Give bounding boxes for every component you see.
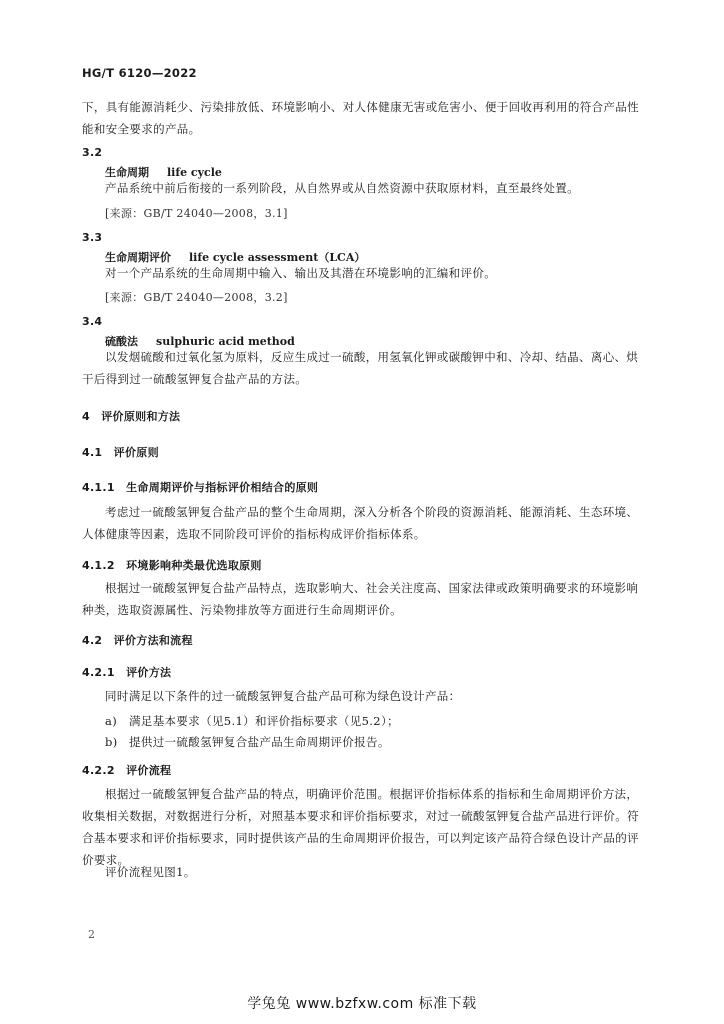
clause-3-2-number: 3.2 bbox=[82, 146, 103, 159]
clause-3-3-definition: 对一个产品系统的生命周期中输入、输出及其潜在环境影响的汇编和评价。 bbox=[105, 266, 497, 280]
section-4-title: 4 评价原则和方法 bbox=[82, 410, 181, 423]
list-item-b bbox=[105, 734, 390, 750]
footer-watermark: 学兔兔 www.bzfxw.com 标准下载 bbox=[247, 996, 477, 1012]
list-text: 满足基本要求（见5.1）和评价指标要求（见5.2）； bbox=[129, 714, 399, 728]
clause-3-3-source: [来源：GB/T 24040—2008，3.2] bbox=[105, 291, 288, 304]
clause-3-4-definition: 以发烟硫酸和过氧化氢为原料，反应生成过一硫酸，用氢氧化钾或碳酸钾中和、冷却、结晶、离心、烘干后得到过一硫酸氢钾复合盐产品的方法。 bbox=[82, 350, 639, 386]
section-4-2-2-figure-ref: 评价流程见图1。 bbox=[105, 865, 196, 879]
intro-paragraph: 下，具有能源消耗少、污染排放低、环境影响小、对人体健康无害或危害小、便于回收再利用的符合产品性能和安全要求的产品。 bbox=[82, 100, 639, 136]
section-4-2-2-body: 根据过一硫酸氢钾复合盐产品的特点，明确评价范围。根据评价指标体系的指标和生命周期评价方法，收集相关数据，对数据进行分析，对照基本要求和评价指标要求，对过一硫酸氢钾复合盐产品进行评价。符合基本要求和评价指标要求，同时提供该产品的生命周期评价报告，可以判定该产品符合绿色设计产品的评价要求。 bbox=[82, 787, 639, 867]
list-marker: b) bbox=[105, 735, 118, 749]
term-cn: 生命周期 bbox=[105, 166, 149, 179]
list-item-a bbox=[105, 713, 399, 729]
clause-3-2-source: [来源：GB/T 24040—2008，3.1] bbox=[105, 207, 288, 220]
list-marker: a) bbox=[105, 714, 118, 728]
term-cn: 硫酸法 bbox=[105, 335, 138, 348]
list-text: 提供过一硫酸氢钾复合盐产品生命周期评价报告。 bbox=[129, 735, 390, 749]
section-4-1-2-body: 根据过一硫酸氢钾复合盐产品特点，选取影响大、社会关注度高、国家法律或政策明确要求的环境影响种类，选取资源属性、污染物排放等方面进行生命周期评价。 bbox=[82, 581, 639, 617]
section-4-2-1-body: 同时满足以下条件的过一硫酸氢钾复合盐产品可称为绿色设计产品： bbox=[105, 689, 461, 703]
page-number: 2 bbox=[88, 928, 95, 941]
section-4-2-1-title: 4.2.1 评价方法 bbox=[82, 666, 172, 679]
term-cn: 生命周期评价 bbox=[105, 251, 171, 264]
term-en: sulphuric acid method bbox=[156, 335, 295, 348]
clause-3-3-number: 3.3 bbox=[82, 231, 103, 244]
section-4-1-title: 4.1 评价原则 bbox=[82, 446, 159, 459]
section-4-1-1-body: 考虑过一硫酸氢钾复合盐产品的整个生命周期，深入分析各个阶段的资源消耗、能源消耗、生态环境、人体健康等因素，选取不同阶段可评价的指标构成评价指标体系。 bbox=[82, 505, 639, 541]
section-4-1-2-title: 4.1.2 环境影响种类最优选取原则 bbox=[82, 559, 262, 572]
term-en: life cycle assessment（LCA） bbox=[189, 251, 366, 264]
section-4-2-2-title: 4.2.2 评价流程 bbox=[82, 764, 172, 777]
section-4-2-title: 4.2 评价方法和流程 bbox=[82, 634, 193, 647]
section-4-1-1-title: 4.1.1 生命周期评价与指标评价相结合的原则 bbox=[82, 481, 319, 494]
clause-3-4-number: 3.4 bbox=[82, 315, 103, 328]
clause-3-2-definition: 产品系统中前后衔接的一系列阶段，从自然界或从自然资源中获取原材料，直至最终处置。 bbox=[105, 181, 579, 195]
term-en: life cycle bbox=[167, 166, 222, 179]
standard-number: HG/T 6120—2022 bbox=[82, 66, 197, 80]
